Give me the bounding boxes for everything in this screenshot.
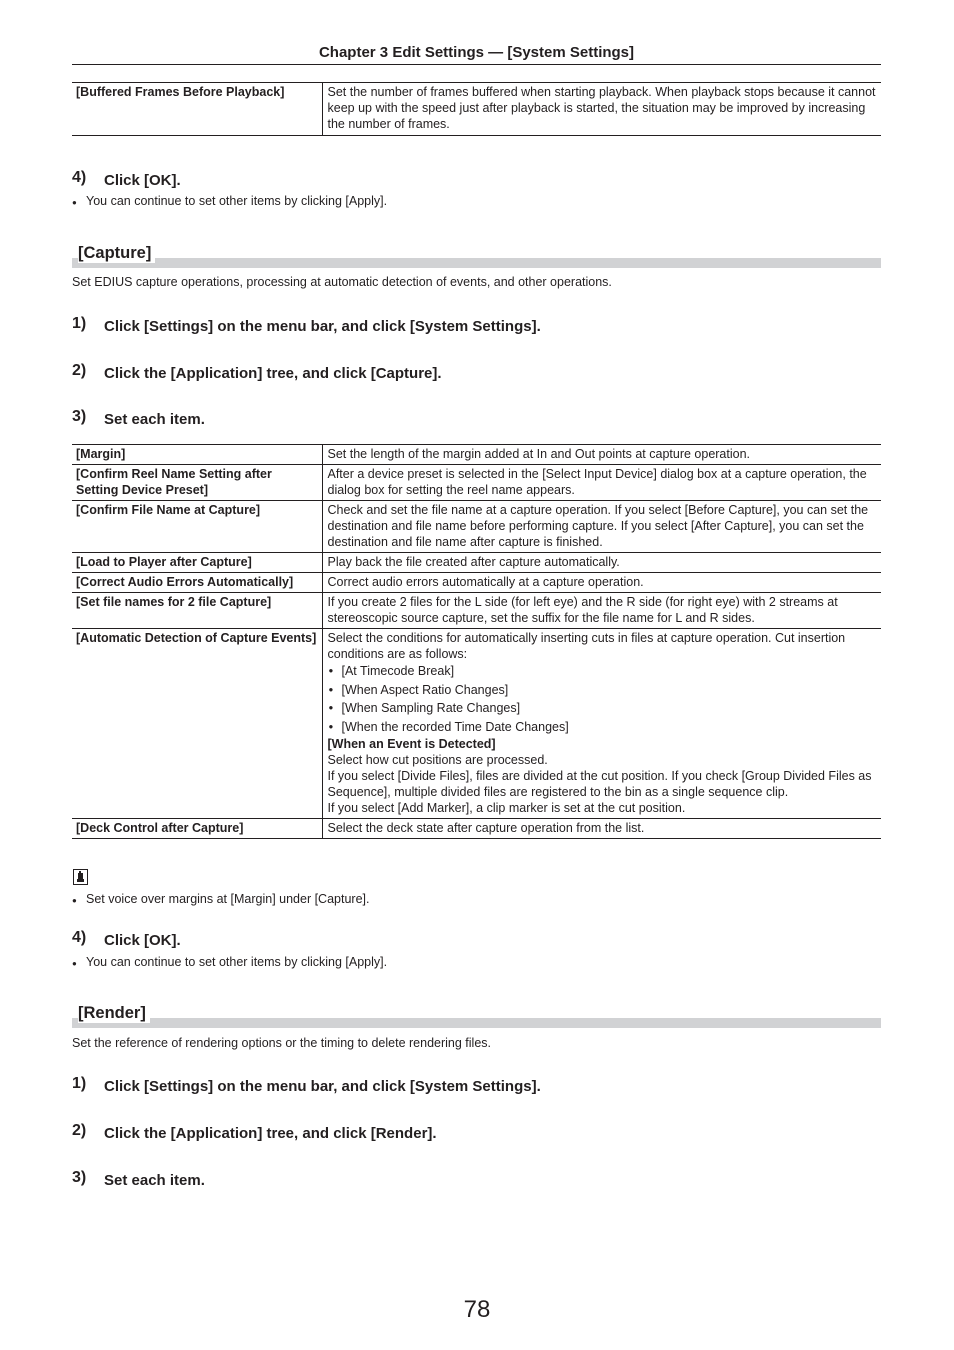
bullet-icon: ● (328, 666, 334, 675)
table-key: [Confirm File Name at Capture] (72, 501, 322, 553)
section-description: Set the reference of rendering options or the timing to delete rendering files. (72, 1036, 492, 1050)
step-number: 2) (72, 1122, 87, 1139)
table-row (72, 465, 881, 501)
table-value (322, 629, 881, 819)
detection-line: If you select [Add Marker], a clip marker is set at the cut position. (327, 801, 686, 815)
table-value: If you create 2 files for the L side (for left eye) and the R side (for right eye) with 2 streams at stereoscopic source capture, set the suffix for the file name for L and R sides. (322, 593, 881, 629)
detection-line: Select how cut positions are processed. (327, 753, 548, 767)
step-text: Set each item. (104, 1172, 205, 1189)
memo-note (72, 892, 369, 906)
section-description: Set EDIUS capture operations, processing at automatic detection of events, and other operations. (72, 275, 612, 289)
list-item: ● [When Aspect Ratio Changes] (328, 681, 878, 700)
note-bullet (72, 194, 387, 208)
table-row (72, 83, 881, 136)
table-value: Play back the file created after capture automatically. (322, 553, 881, 573)
detection-line: If you select [Divide Files], files are divided at the cut position. If you check [Group Divided Files as Sequence], multiple divided files are registered to the bin as a single sequence clip. (327, 769, 872, 799)
table-value: After a device preset is selected in the [Select Input Device] dialog box at a capture operation, the dialog box for setting the reel name appears. (322, 465, 881, 501)
step-number: 4) (72, 169, 87, 186)
memo-icon (73, 869, 88, 885)
bullet-icon: ● (328, 703, 334, 712)
step-text: Click [Settings] on the menu bar, and click [System Settings]. (104, 1078, 541, 1095)
step-number: 1) (72, 315, 87, 332)
step-number: 3) (72, 408, 87, 425)
section-bar (72, 1018, 881, 1028)
table-row (72, 593, 881, 629)
detection-conditions-list (328, 662, 878, 736)
table-row (72, 819, 881, 839)
page-header: Chapter 3 Edit Settings — [System Settings] (72, 44, 881, 65)
table-key: [Correct Audio Errors Automatically] (72, 573, 322, 593)
table-key: [Confirm Reel Name Setting after Setting Device Preset] (72, 465, 322, 501)
table-key: [Set file names for 2 file Capture] (72, 593, 322, 629)
table-value: Check and set the file name at a capture operation. If you select [Before Capture], you can set the destination and file name before performing capture. If you select [After Capture], you can set the destination and file name after capture is finished. (322, 501, 881, 553)
table-value: Select the deck state after capture operation from the list. (322, 819, 881, 839)
section-title-render: [Render] (78, 1004, 150, 1023)
page-number: 78 (463, 1296, 491, 1323)
table-row (72, 501, 881, 553)
bullet-icon: ● (72, 959, 77, 968)
sub-heading: [When an Event is Detected] (327, 737, 496, 751)
table-key: [Load to Player after Capture] (72, 553, 322, 573)
section-bar (72, 258, 881, 268)
step-number: 4) (72, 929, 87, 946)
list-item: ● [When the recorded Time Date Changes] (328, 718, 878, 737)
memo-hand-icon (74, 870, 87, 884)
step-text: Click [OK]. (104, 932, 181, 949)
note-text: You can continue to set other items by clicking [Apply]. (86, 194, 388, 208)
step-text: Set each item. (104, 411, 205, 428)
bullet-icon: ● (328, 684, 334, 694)
bullet-icon: ● (72, 198, 77, 207)
list-item: ● [When Sampling Rate Changes] (328, 699, 878, 718)
step-number: 1) (72, 1075, 87, 1092)
note-text: You can continue to set other items by clicking [Apply]. (86, 955, 388, 969)
table-key: [Automatic Detection of Capture Events] (72, 629, 322, 819)
table-key: [Deck Control after Capture] (72, 819, 322, 839)
step-text: Click the [Application] tree, and click [Capture]. (104, 365, 442, 382)
detection-intro: Select the conditions for automatically inserting cuts in files at capture operation. Cut insertion conditions are as follows: (327, 631, 846, 661)
note-bullet (72, 955, 387, 969)
table-key: [Buffered Frames Before Playback] (72, 83, 322, 136)
note-text: Set voice over margins at [Margin] under [Capture]. (86, 892, 370, 906)
step-number: 3) (72, 1169, 87, 1186)
step-text: Click the [Application] tree, and click [Render]. (104, 1125, 437, 1142)
table-row (72, 445, 881, 465)
buffered-frames-table (72, 82, 881, 136)
step-text: Click [OK]. (104, 172, 181, 189)
section-title-capture: [Capture] (78, 244, 155, 263)
step-text: Click [Settings] on the menu bar, and click [System Settings]. (104, 318, 541, 335)
table-row (72, 553, 881, 573)
table-value: Set the length of the margin added at In and Out points at capture operation. (322, 445, 881, 465)
table-row (72, 629, 881, 819)
capture-settings-table (72, 444, 881, 839)
table-row (72, 573, 881, 593)
list-item: ● [At Timecode Break] (328, 662, 878, 681)
step-number: 2) (72, 362, 87, 379)
table-value: Set the number of frames buffered when starting playback. When playback stops because it cannot keep up with the speed just after playback is started, the situation may be improved by increasing the number of frames. (322, 83, 881, 136)
bullet-icon: ● (72, 896, 77, 905)
table-value: Correct audio errors automatically at a capture operation. (322, 573, 881, 593)
bullet-icon: ● (328, 721, 334, 731)
table-key: [Margin] (72, 445, 322, 465)
